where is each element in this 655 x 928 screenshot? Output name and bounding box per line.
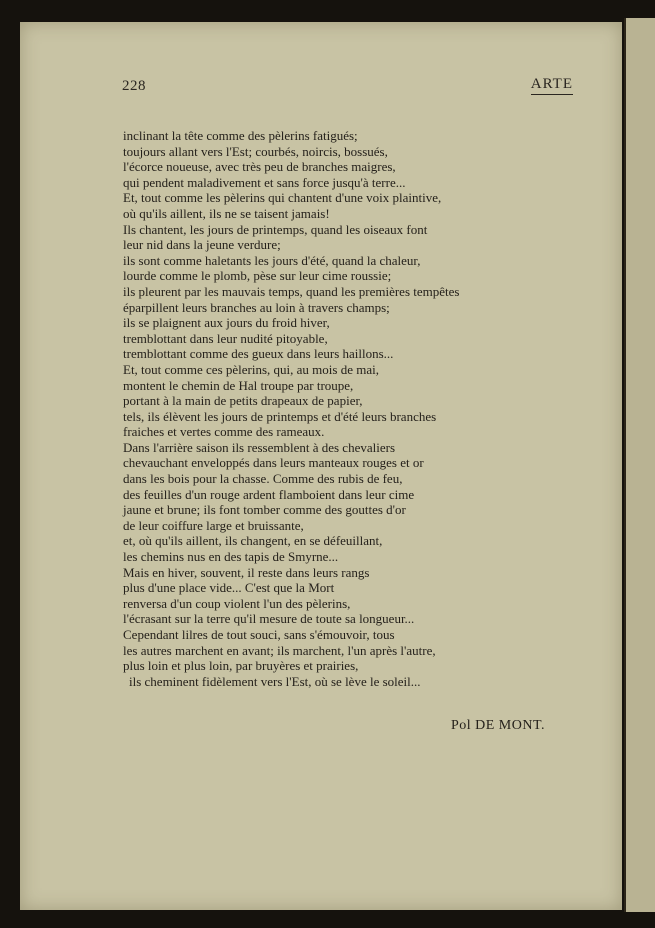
poem-line: dans les bois pour la chasse. Comme des rubis de feu,: [123, 471, 403, 487]
poem-line: Dans l'arrière saison ils ressemblent à des chevaliers: [123, 439, 395, 455]
poem-line: de leur coiffure large et bruissante,: [123, 517, 304, 533]
adjacent-page-edge: [624, 18, 655, 912]
poem-line: ils se plaignent aux jours du froid hiver,: [123, 315, 330, 331]
poem-line: portant à la main de petits drapeaux de papier,: [123, 393, 363, 409]
poem-line: chevauchant enveloppés dans leurs manteaux rouges et or: [123, 455, 424, 471]
poem-line: plus d'une place vide... C'est que la Mort: [123, 580, 335, 596]
poem-line: qui pendent maladivement et sans force jusqu'à terre...: [123, 174, 406, 190]
poem-line: des feuilles d'un rouge ardent flamboient dans leur cime: [123, 486, 415, 502]
poem-line: jaune et brune; ils font tomber comme des gouttes d'or: [123, 502, 406, 518]
poem-line: montent le chemin de Hal troupe par troupe,: [123, 377, 354, 393]
poem-line: toujours allant vers l'Est; courbés, noircis, bossués,: [123, 143, 388, 159]
poem-line: leur nid dans la jeune verdure;: [123, 237, 281, 253]
running-head: ARTE: [531, 76, 573, 95]
poem-line: ils pleurent par les mauvais temps, quand les premières tempêtes: [123, 283, 460, 299]
poem-line: les autres marchent en avant; ils marchent, l'un après l'autre,: [123, 642, 436, 658]
poem-line: Cependant lilres de tout souci, sans s'émouvoir, tous: [123, 627, 395, 642]
poem-line: Et, tout comme les pèlerins qui chantent d'une voix plaintive,: [123, 190, 442, 206]
poem-line: tremblottant dans leur nudité pitoyable,: [123, 330, 328, 346]
poem-line: et, où qu'ils aillent, ils changent, en se défeuillant,: [123, 533, 383, 549]
poem-line: fraiches et vertes comme des rameaux.: [123, 424, 325, 440]
poem-line: où qu'ils aillent, ils ne se taisent jamais!: [123, 205, 330, 221]
poem-line: Ils chantent, les jours de printemps, quand les oiseaux font: [123, 221, 428, 237]
poem-text: [123, 128, 523, 689]
poem-line: tels, ils élèvent les jours de printemps et d'été leurs branches: [123, 408, 437, 424]
poem-line: tremblottant comme des gueux dans leurs haillons...: [123, 346, 394, 362]
poem-line: l'écrasant sur la terre qu'il mesure de toute sa longueur...: [123, 611, 415, 627]
poem-line: renversa d'un coup violent l'un des pèlerins,: [123, 595, 351, 611]
poem-line: ils sont comme haletants les jours d'été, quand la chaleur,: [123, 252, 421, 268]
poem-line: les chemins nus en des tapis de Smyrne...: [123, 549, 339, 565]
poem-line: ils cheminent fidèlement vers l'Est, où se lève le soleil...: [129, 673, 421, 689]
author-signature: Pol DE MONT.: [450, 718, 545, 733]
poem-line: inclinant la tête comme des pèlerins fatigués;: [123, 128, 358, 143]
poem-line: Et, tout comme ces pèlerins, qui, au mois de mai,: [123, 361, 379, 377]
poem-line: l'écorce noueuse, avec très peu de branches maigres,: [123, 159, 396, 175]
poem-line: plus loin et plus loin, par bruyères et prairies,: [123, 658, 359, 674]
poem-line: Mais en hiver, souvent, il reste dans leurs rangs: [123, 564, 370, 580]
page-number: 228: [122, 78, 146, 94]
poem-line: éparpillent leurs branches au loin à travers champs;: [123, 299, 390, 315]
poem-line: lourde comme le plomb, pèse sur leur cime roussie;: [123, 268, 392, 284]
